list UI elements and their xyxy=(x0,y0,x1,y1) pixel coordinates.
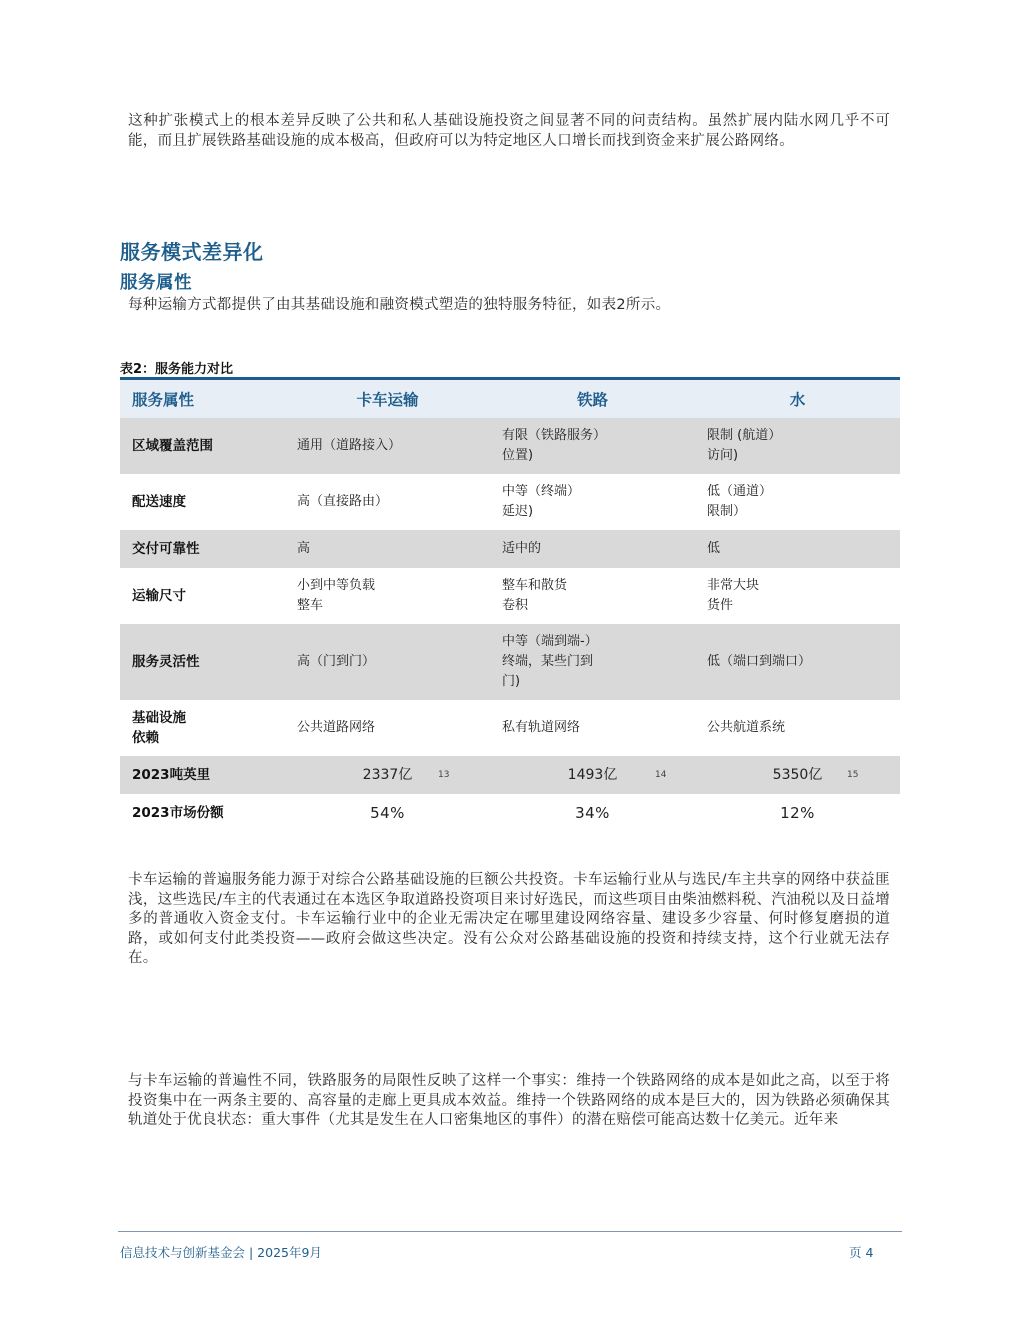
cell-rail: 整车和散货 卷积 xyxy=(502,578,568,613)
cell-trucking: 通用（道路接入） xyxy=(285,418,490,474)
cell-rail: 有限（铁路服务） 位置) xyxy=(490,418,695,474)
ton-miles-value: 5350亿 xyxy=(772,766,823,783)
intro-paragraph: 这种扩张模式上的根本差异反映了公共和私人基础设施投资之间显著不同的问责结构。虽然扩展内陆水网几乎不可能，而且扩展铁路基础设施的成本极高，但政府可以为特定地区人口增长而找到资金来扩展公路网络。 xyxy=(128,113,890,149)
cell-water xyxy=(695,756,900,794)
table-caption: 表2：服务能力对比 xyxy=(120,362,234,377)
row-label: 服务灵活性 xyxy=(120,624,285,700)
footnote-ref[interactable]: 15 xyxy=(847,770,859,780)
footnote-ref[interactable]: 14 xyxy=(655,770,667,780)
cell-trucking xyxy=(285,756,490,794)
subsection-paragraph: 每种运输方式都提供了由其基础设施和融资模式塑造的独特服务特征，如表2所示。 xyxy=(128,297,671,313)
cell-rail: 中等（终端） 延迟) xyxy=(502,484,581,519)
header-rail: 铁路 xyxy=(490,380,695,418)
cell-trucking: 高（门到门） xyxy=(285,624,490,700)
cell-rail: 私有轨道网络 xyxy=(502,720,581,735)
header-attribute: 服务属性 xyxy=(120,380,285,418)
cell-water: 低（端口到端口） xyxy=(695,624,900,700)
table-row-ton-miles xyxy=(120,756,900,794)
cell-rail xyxy=(490,756,695,794)
ton-miles-value: 1493亿 xyxy=(567,766,618,783)
header-water: 水 xyxy=(695,380,900,418)
header-trucking: 卡车运输 xyxy=(285,380,490,418)
cell-trucking: 54% xyxy=(370,804,405,822)
cell-water: 低（通道） 限制） xyxy=(707,484,773,519)
subsection-heading: 服务属性 xyxy=(120,273,192,293)
footer-publisher: 信息技术与创新基金会 | 2025年9月 xyxy=(120,1245,322,1260)
footer-divider xyxy=(118,1231,902,1232)
cell-water: 限制 (航道） 访问) xyxy=(695,418,900,474)
cell-trucking: 公共道路网络 xyxy=(297,720,376,735)
cell-water: 低 xyxy=(695,530,900,568)
table-row xyxy=(120,530,900,568)
table-row-market-share xyxy=(120,794,900,832)
table-header-row xyxy=(120,380,900,418)
table-row xyxy=(120,418,900,474)
table-row xyxy=(120,568,900,624)
table-row xyxy=(120,700,900,756)
page-number: 页 4 xyxy=(849,1245,874,1260)
row-label: 运输尺寸 xyxy=(132,588,186,604)
cell-rail: 适中的 xyxy=(490,530,695,568)
cell-trucking: 高（直接路由） xyxy=(297,494,389,509)
footnote-ref[interactable]: 13 xyxy=(438,770,450,780)
row-label: 交付可靠性 xyxy=(120,530,285,568)
table-row xyxy=(120,474,900,530)
ton-miles-value: 2337亿 xyxy=(362,766,413,783)
row-label: 2023吨英里 xyxy=(120,756,285,794)
row-label: 2023市场份额 xyxy=(132,805,224,821)
cell-water: 非常大块 货件 xyxy=(707,578,760,613)
cell-trucking: 小到中等负载 整车 xyxy=(297,578,376,613)
cell-water: 12% xyxy=(780,804,815,822)
row-label: 基础设施 依赖 xyxy=(132,710,186,746)
row-label: 配送速度 xyxy=(132,494,186,510)
row-label: 区域覆盖范围 xyxy=(120,418,285,474)
cell-water: 公共航道系统 xyxy=(707,720,786,735)
cell-trucking: 高 xyxy=(285,530,490,568)
cell-rail: 中等（端到端-） 终端，某些门到 门) xyxy=(490,624,695,700)
cell-rail: 34% xyxy=(575,804,610,822)
table-row xyxy=(120,624,900,700)
paragraph-rail: 与卡车运输的普遍性不同，铁路服务的局限性反映了这样一个事实：维持一个铁路网络的成本是如此之高，以至于将投资集中在一两条主要的、高容量的走廊上更具成本效益。维持一个铁路网络的成本是巨大的，因为铁路必须确保其轨道处于优良状态：重大事件（尤其是发生在人口密集地区的事件）的潜在赔偿可能高达数十亿美元。近年来 xyxy=(128,1073,890,1128)
service-comparison-table xyxy=(120,380,900,832)
section-heading: 服务模式差异化 xyxy=(120,240,264,264)
paragraph-trucking: 卡车运输的普遍服务能力源于对综合公路基础设施的巨额公共投资。卡车运输行业从与选民/车主共享的网络中获益匪浅，这些选民/车主的代表通过在本选区争取道路投资项目来讨好选民，而这些项目由柴油燃料税、汽油税以及日益增多的普通收入资金支付。卡车运输行业中的企业无需决定在哪里建设网络容量、建设多少容量、何时修复磨损的道路，或如何支付此类投资——政府会做这些决定。没有公众对公路基础设施的投资和持续支持，这个行业就无法存在。 xyxy=(128,872,890,966)
